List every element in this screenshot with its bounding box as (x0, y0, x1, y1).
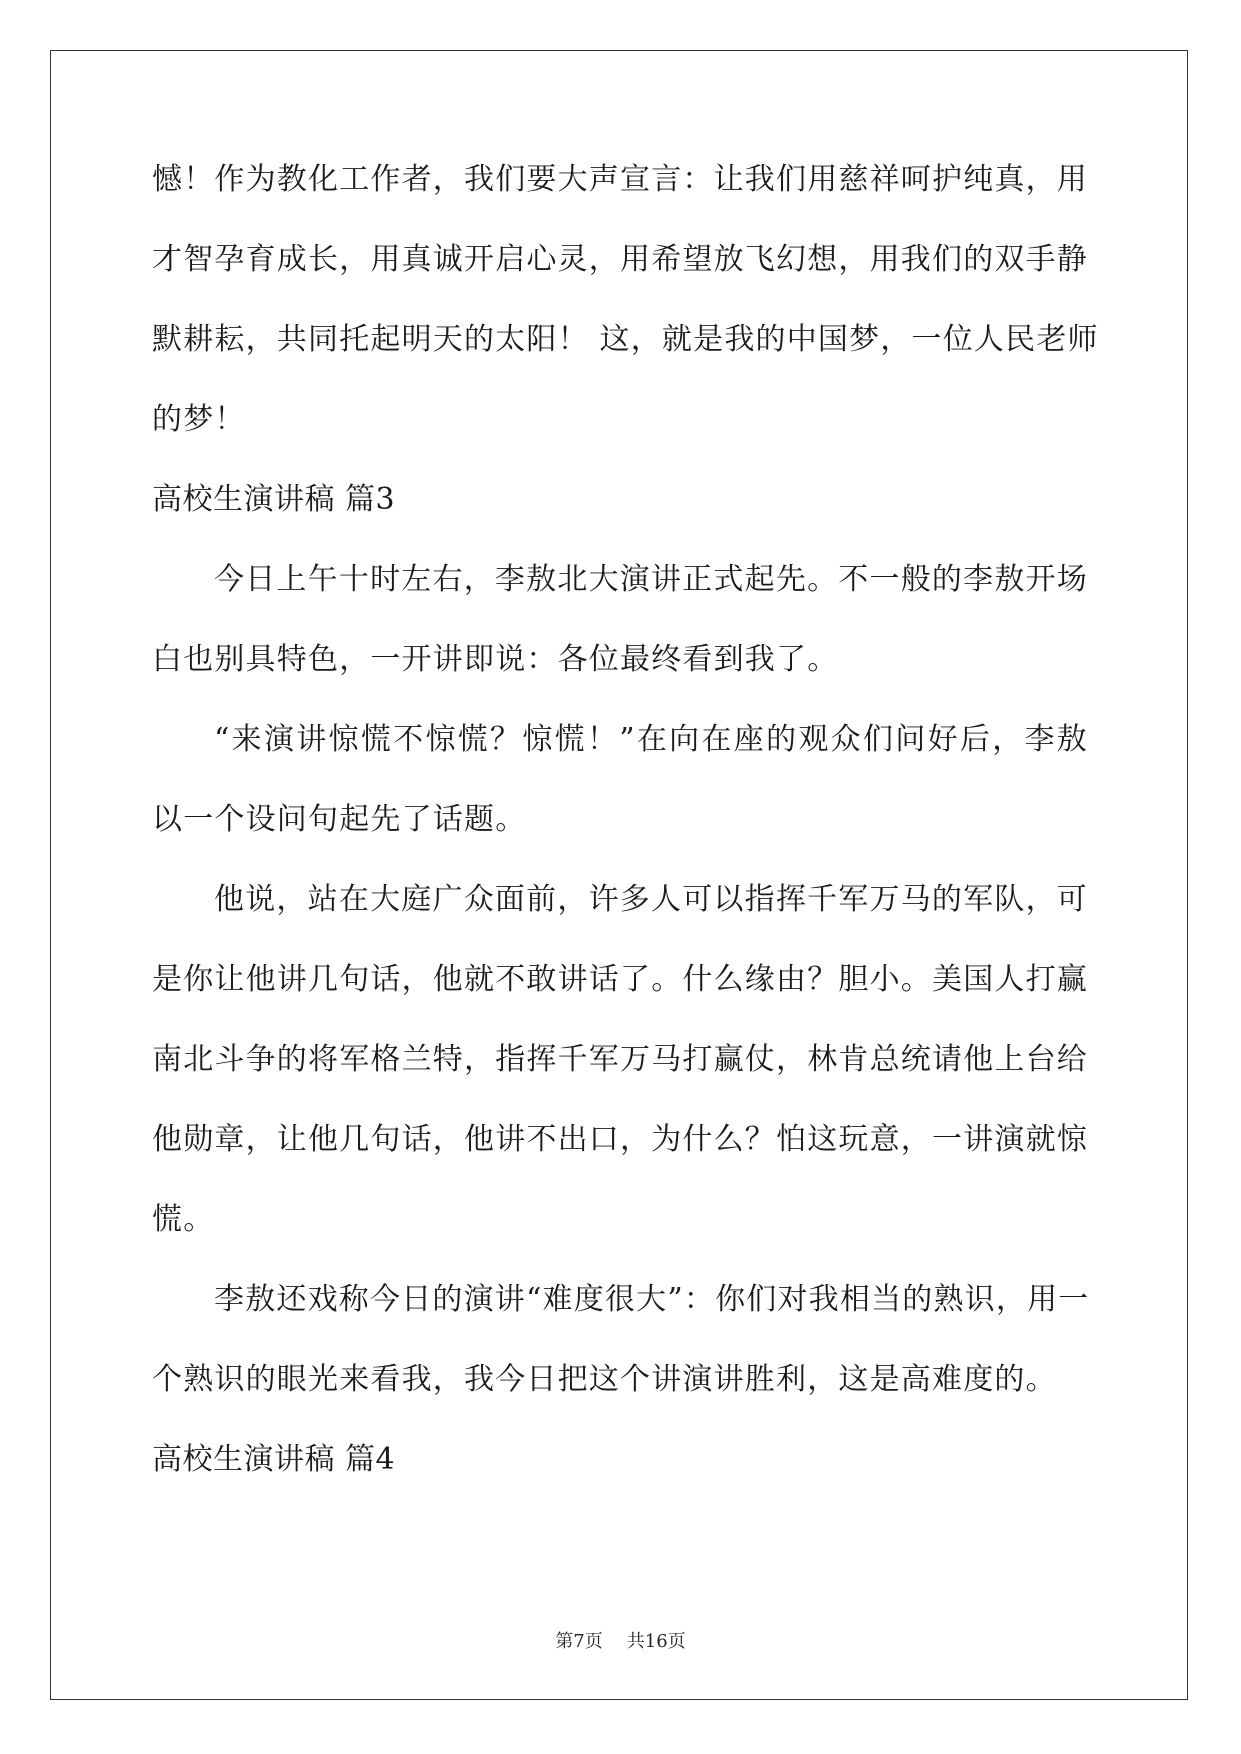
page-total: 共16页 (626, 1631, 686, 1652)
paragraph-line: 李敖还戏称今日的演讲“难度很大”：你们对我相当的熟识，用一 (214, 1282, 1090, 1317)
page-number: 第7页 (555, 1631, 603, 1652)
section-heading: 高校生演讲稿 篇3 (152, 482, 396, 517)
paragraph-line: 才智孕育成长，用真诚开启心灵，用希望放飞幻想，用我们的双手静 (152, 242, 1088, 277)
paragraph-line: “来演讲惊慌不惊慌？惊慌！”在向在座的观众们问好后，李敖 (214, 722, 1088, 757)
paragraph-line: 今日上午十时左右，李敖北大演讲正式起先。不一般的李敖开场 (214, 562, 1088, 597)
paragraph-line: 憾！作为教化工作者，我们要大声宣言：让我们用慈祥呵护纯真，用 (152, 162, 1088, 197)
paragraph-line: 默耕耘，共同托起明天的太阳！ 这，就是我的中国梦，一位人民老师 (152, 322, 1099, 357)
paragraph-line: 是你让他讲几句话，他就不敢讲话了。什么缘由？胆小。美国人打赢 (152, 962, 1088, 997)
paragraph-line: 他勋章，让他几句话，他讲不出口，为什么？怕这玩意，一讲演就惊 (152, 1122, 1088, 1157)
paragraph-line: 的梦！ (152, 402, 246, 437)
paragraph-line: 慌。 (152, 1202, 215, 1237)
paragraph-line: 他说，站在大庭广众面前，许多人可以指挥千军万马的军队，可 (214, 882, 1088, 917)
paragraph-line: 南北斗争的将军格兰特，指挥千军万马打赢仗，林肯总统请他上台给 (152, 1042, 1088, 1077)
paragraph-line: 以一个设问句起先了话题。 (152, 802, 527, 837)
section-heading: 高校生演讲稿 篇4 (152, 1442, 396, 1477)
document-body (152, 160, 1099, 1520)
paragraph-line: 个熟识的眼光来看我，我今日把这个讲演讲胜利，这是高难度的。 (152, 1362, 1057, 1397)
paragraph-line: 白也别具特色，一开讲即说：各位最终看到我了。 (152, 642, 839, 677)
page-footer (0, 1627, 1241, 1653)
